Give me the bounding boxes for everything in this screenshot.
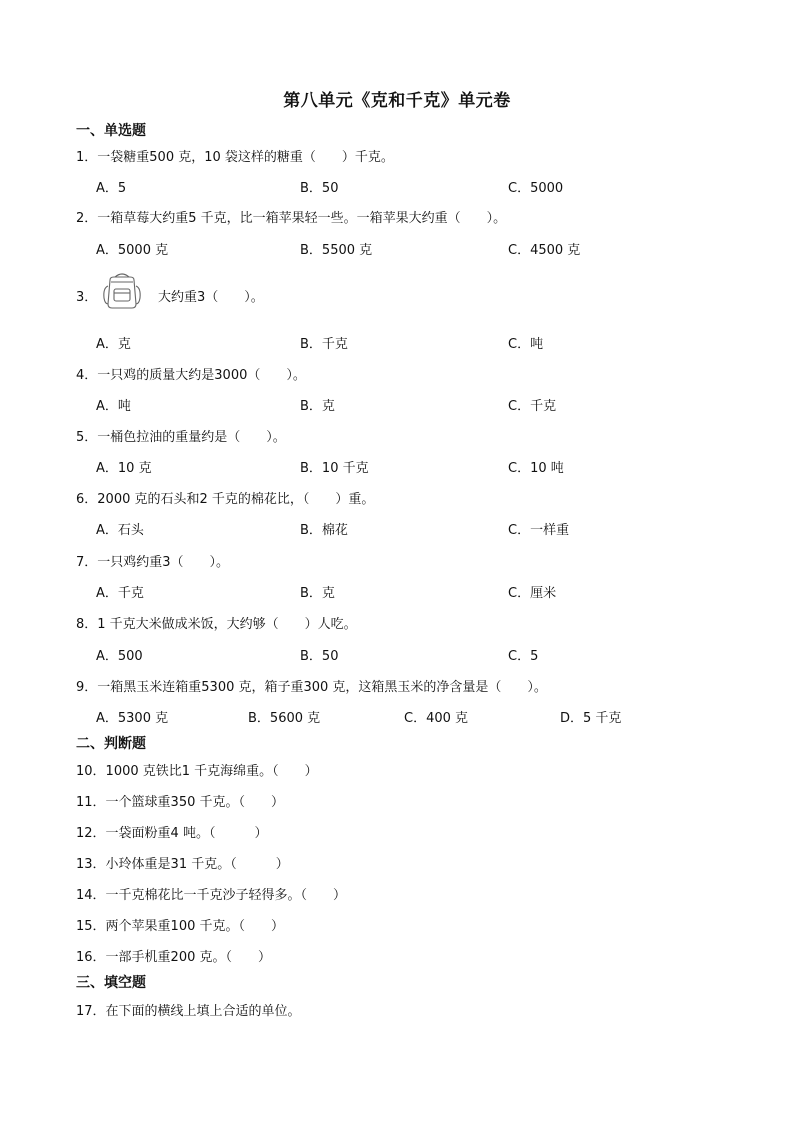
question-7: 7．一只鸡约重3（ ）。 [76, 555, 230, 570]
question-6: 6．2000 克的石头和2 千克的棉花比，（ ）重。 [76, 492, 375, 507]
backpack-icon [98, 270, 146, 310]
section-true-false: 二、判断题 [76, 736, 146, 752]
question-5: 5．一桶色拉油的重量约是（ ）。 [76, 430, 286, 445]
q6-option-a[interactable]: A．石头 [96, 523, 144, 538]
q6-option-b[interactable]: B．棉花 [300, 523, 348, 538]
q3-option-c[interactable]: C．吨 [508, 337, 544, 352]
question-2: 2．一箱草莓大约重5 千克，比一箱苹果轻一些。一箱苹果大约重（ ）。 [76, 211, 507, 226]
q7-option-b[interactable]: B．克 [300, 586, 335, 601]
question-4: 4．一只鸡的质量大约是3000（ ）。 [76, 368, 306, 383]
q4-option-a[interactable]: A．吨 [96, 399, 131, 414]
question-13: 13．小玲体重是31 千克。（ ） [76, 857, 289, 872]
question-1: 1．一袋糖重500 克，10 袋这样的糖重（ ）千克。 [76, 150, 394, 165]
q9-option-b[interactable]: B．5600 克 [248, 711, 321, 726]
q1-option-b[interactable]: B．50 [300, 181, 339, 196]
question-3-number: 3． [76, 290, 98, 305]
q9-option-a[interactable]: A．5300 克 [96, 711, 169, 726]
q7-option-a[interactable]: A．千克 [96, 586, 144, 601]
question-10: 10．1000 克铁比1 千克海绵重。（ ） [76, 764, 318, 779]
q3-option-b[interactable]: B．千克 [300, 337, 348, 352]
page-title: 第八单元《克和千克》单元卷 [283, 91, 511, 111]
section-fill-in: 三、填空题 [76, 975, 146, 991]
q8-option-a[interactable]: A．500 [96, 649, 143, 664]
q3-option-a[interactable]: A．克 [96, 337, 131, 352]
q2-option-b[interactable]: B．5500 克 [300, 243, 373, 258]
question-11: 11．一个篮球重350 千克。（ ） [76, 795, 284, 810]
question-14: 14．一千克棉花比一千克沙子轻得多。（ ） [76, 888, 347, 903]
q7-option-c[interactable]: C．厘米 [508, 586, 557, 601]
q5-option-c[interactable]: C．10 吨 [508, 461, 564, 476]
q8-option-b[interactable]: B．50 [300, 649, 339, 664]
q9-option-d[interactable]: D．5 千克 [560, 711, 622, 726]
q1-option-a[interactable]: A．5 [96, 181, 127, 196]
question-8: 8．1 千克大米做成米饭，大约够（ ）人吃。 [76, 617, 357, 632]
q5-option-b[interactable]: B．10 千克 [300, 461, 369, 476]
question-3: 大约重3（ ）。 [158, 290, 264, 305]
question-15: 15．两个苹果重100 千克。（ ） [76, 919, 284, 934]
section-single-choice: 一、单选题 [76, 123, 146, 139]
q9-option-c[interactable]: C．400 克 [404, 711, 469, 726]
question-12: 12．一袋面粉重4 吨。（ ） [76, 826, 268, 841]
q8-option-c[interactable]: C．5 [508, 649, 539, 664]
question-17: 17．在下面的横线上填上合适的单位。 [76, 1004, 301, 1019]
q4-option-c[interactable]: C．千克 [508, 399, 557, 414]
q4-option-b[interactable]: B．克 [300, 399, 335, 414]
question-9: 9．一箱黑玉米连箱重5300 克，箱子重300 克，这箱黑玉米的净含量是（ ）。 [76, 680, 547, 695]
q1-option-c[interactable]: C．5000 [508, 181, 564, 196]
q5-option-a[interactable]: A．10 克 [96, 461, 152, 476]
q6-option-c[interactable]: C．一样重 [508, 523, 570, 538]
question-16: 16．一部手机重200 克。（ ） [76, 950, 271, 965]
q2-option-c[interactable]: C．4500 克 [508, 243, 581, 258]
q2-option-a[interactable]: A．5000 克 [96, 243, 169, 258]
